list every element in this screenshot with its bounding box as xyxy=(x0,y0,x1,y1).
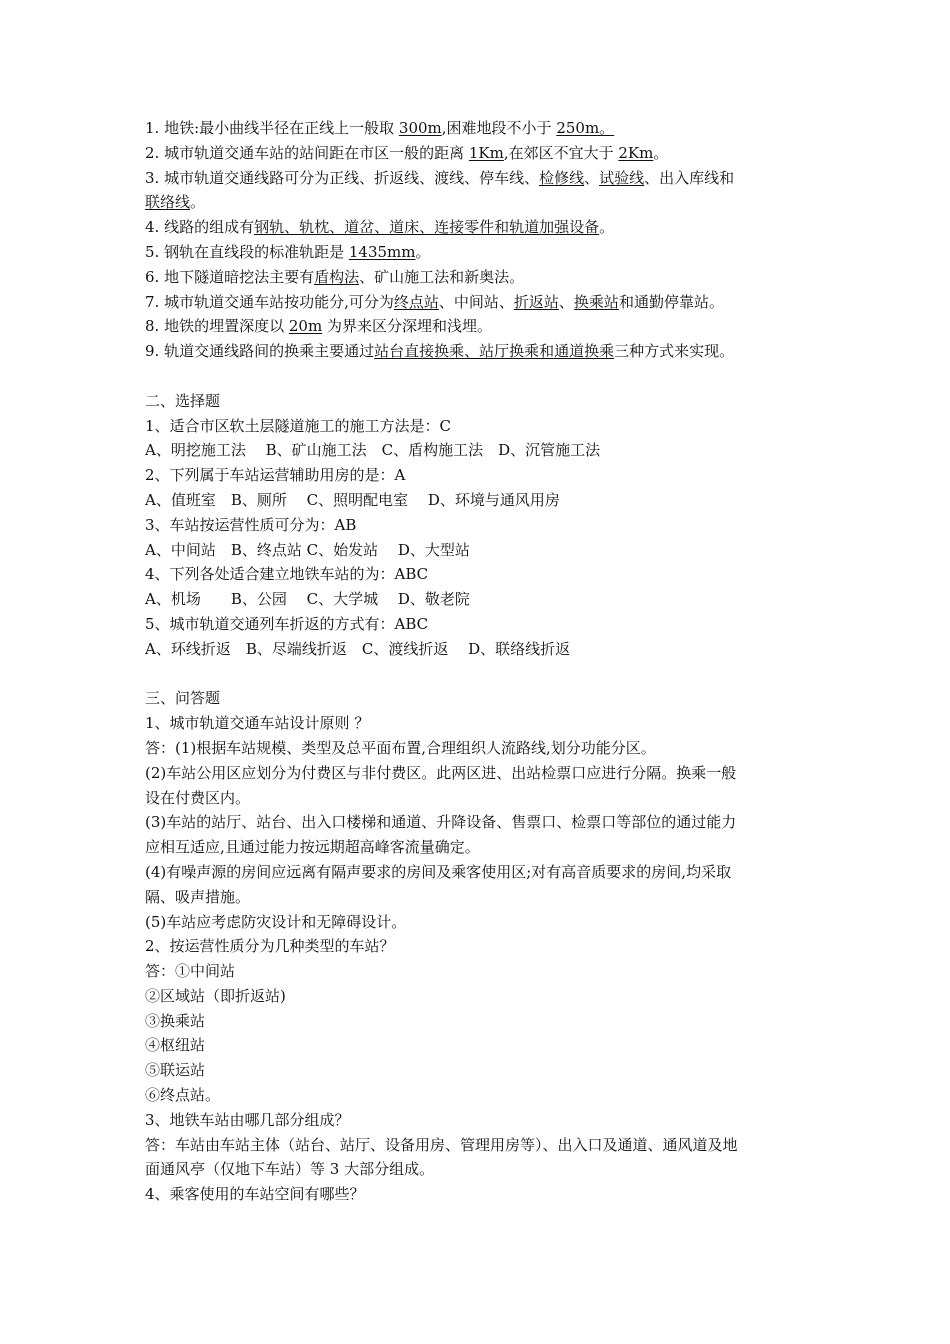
fill-in-line xyxy=(145,116,830,141)
blank-line xyxy=(145,662,830,687)
text-run: 5. 钢轨在直线段的标准轨距是 xyxy=(145,242,349,261)
underlined-answer: 折返站 xyxy=(513,292,559,311)
qa-line: ③换乘站 xyxy=(145,1011,206,1030)
text-run: 。 xyxy=(415,242,431,261)
qa-line: 答：车站由车站主体（站台、站厅、设备用房、管理用房等）、出入口及通道、通风道及地 xyxy=(145,1135,738,1154)
text-run: ,在郊区不宜大于 xyxy=(503,143,619,162)
choice-line: 3、车站按运营性质可分为：AB xyxy=(145,515,357,534)
text-run: 。 xyxy=(653,143,669,162)
text-run: 三种方式来实现。 xyxy=(614,342,735,361)
underlined-answer: 试验线 xyxy=(599,168,645,187)
qa-line: 3、地铁车站由哪几部分组成？ xyxy=(145,1110,350,1129)
underlined-answer: 站台直接换乘、站厅换乘和通道换乘 xyxy=(374,342,615,361)
underlined-answer: 20m xyxy=(288,317,323,336)
choice-line: A、中间站 B、终点站 C、始发站 D、大型站 xyxy=(145,540,470,559)
text-run: ,困难地段不小于 xyxy=(441,119,557,137)
choice-line: 4、下列各处适合建立地铁车站的为：ABC xyxy=(145,565,429,584)
qa-line: 隔、吸声措施。 xyxy=(145,887,251,906)
underlined-answer: 联络线 xyxy=(145,193,191,212)
fill-in-line xyxy=(145,265,830,290)
qa-line: ②区域站（即折返站) xyxy=(145,986,286,1005)
choice-section xyxy=(145,414,830,662)
text-run: 、中间站、 xyxy=(438,292,514,311)
underlined-answer: 1Km xyxy=(468,143,504,162)
underlined-answer: 终点站 xyxy=(393,292,439,311)
qa-line: ④枢纽站 xyxy=(145,1036,206,1055)
choice-line: 2、下列属于车站运营辅助用房的是：A xyxy=(145,466,406,485)
text-run: 、 xyxy=(584,168,600,187)
underlined-answer: 2Km xyxy=(618,143,654,162)
underlined-answer: 检修线 xyxy=(539,168,585,187)
qa-line: ⑤联运站 xyxy=(145,1061,206,1080)
choice-line: 5、城市轨道交通列车折返的方式有：ABC xyxy=(145,614,429,633)
qa-line: 答：①中间站 xyxy=(145,962,236,981)
qa-line: (4)有噪声源的房间应远离有隔声要求的房间及乘客使用区;对有高音质要求的房间,均采取 xyxy=(145,862,732,881)
fill-in-line xyxy=(145,339,830,364)
fill-in-line xyxy=(145,166,830,191)
fill-in-line xyxy=(145,190,830,215)
fill-in-section xyxy=(145,116,830,364)
qa-line: 4、乘客使用的车站空间有哪些？ xyxy=(145,1185,365,1204)
text-run: 7. 城市轨道交通车站按功能分,可分为 xyxy=(145,292,394,311)
text-run: 、矿山施工法和新奥法。 xyxy=(359,267,525,286)
fill-in-line xyxy=(145,290,830,315)
qa-section xyxy=(145,711,830,1207)
underlined-answer: 钢轨、轨枕、道岔、道床、连接零件和轨道加强设备 xyxy=(254,218,600,237)
choice-line: A、值班室 B、厕所 C、照明配电室 D、环境与通风用房 xyxy=(145,490,560,509)
qa-line: 1、城市轨道交通车站设计原则 ？ xyxy=(145,714,370,733)
choice-heading: 二、选择题 xyxy=(145,391,221,410)
text-run: 9. 轨道交通线路间的换乘主要通过 xyxy=(145,342,375,361)
text-run: 为界来区分深埋和浅埋。 xyxy=(322,317,492,336)
text-run: 8. 地铁的埋置深度以 xyxy=(145,317,289,336)
underlined-answer: 盾构法 xyxy=(314,267,360,286)
text-run: 和通勤停靠站。 xyxy=(618,292,724,311)
text-run: 1. 地铁:最小曲线半径在正线上一般取 xyxy=(145,119,399,137)
qa-line: (3)车站的站厅、站台、出入口楼梯和通道、升降设备、售票口、检票口等部位的通过能力 xyxy=(145,813,737,832)
text-run: 、出入库线和 xyxy=(644,168,735,187)
choice-line: 1、适合市区软土层隧道施工的施工方法是：C xyxy=(145,416,452,435)
qa-line: (5)车站应考虑防灾设计和无障碍设计。 xyxy=(145,912,407,931)
text-run: 3. 城市轨道交通线路可分为正线、折返线、渡线、停车线、 xyxy=(145,168,540,187)
fill-in-line xyxy=(145,141,830,166)
text-run: 、 xyxy=(558,292,574,311)
text-run: 4. 线路的组成有 xyxy=(145,218,255,237)
qa-line: 答：(1)根据车站规模、类型及总平面布置,合理组织人流路线,划分功能分区。 xyxy=(145,738,656,757)
qa-line: ⑥终点站。 xyxy=(145,1086,221,1105)
qa-line: 2、按运营性质分为几种类型的车站？ xyxy=(145,937,395,956)
text-run: 。 xyxy=(190,193,206,212)
qa-heading: 三、问答题 xyxy=(145,689,221,708)
qa-line: 面通风亭（仅地下车站）等 3 大部分组成。 xyxy=(145,1160,435,1179)
choice-line: A、机场 B、公园 C、大学城 D、敬老院 xyxy=(145,590,470,609)
blank-line xyxy=(145,364,830,389)
underlined-answer: 300m xyxy=(398,119,442,137)
fill-in-line xyxy=(145,215,830,240)
underlined-answer: 250m。 xyxy=(556,119,615,137)
text-run: 2. 城市轨道交通车站的站间距在市区一般的距离 xyxy=(145,143,469,162)
qa-line: 应相互适应,且通过能力按远期超高峰客流量确定。 xyxy=(145,838,480,857)
fill-in-line xyxy=(145,240,830,265)
choice-line: A、环线折返 B、尽端线折返 C、渡线折返 D、联络线折返 xyxy=(145,639,571,658)
underlined-answer: 换乘站 xyxy=(573,292,619,311)
qa-line: (2)车站公用区应划分为付费区与非付费区。此两区进、出站检票口应进行分隔。换乘一般 xyxy=(145,763,737,782)
fill-in-line xyxy=(145,314,830,339)
qa-line: 设在付费区内。 xyxy=(145,788,251,807)
text-run: 6. 地下隧道暗挖法主要有 xyxy=(145,267,315,286)
text-run: 。 xyxy=(599,218,615,237)
choice-line: A、明挖施工法 B、矿山施工法 C、盾构施工法 D、沉管施工法 xyxy=(145,441,601,460)
underlined-answer: 1435mm xyxy=(348,242,416,261)
